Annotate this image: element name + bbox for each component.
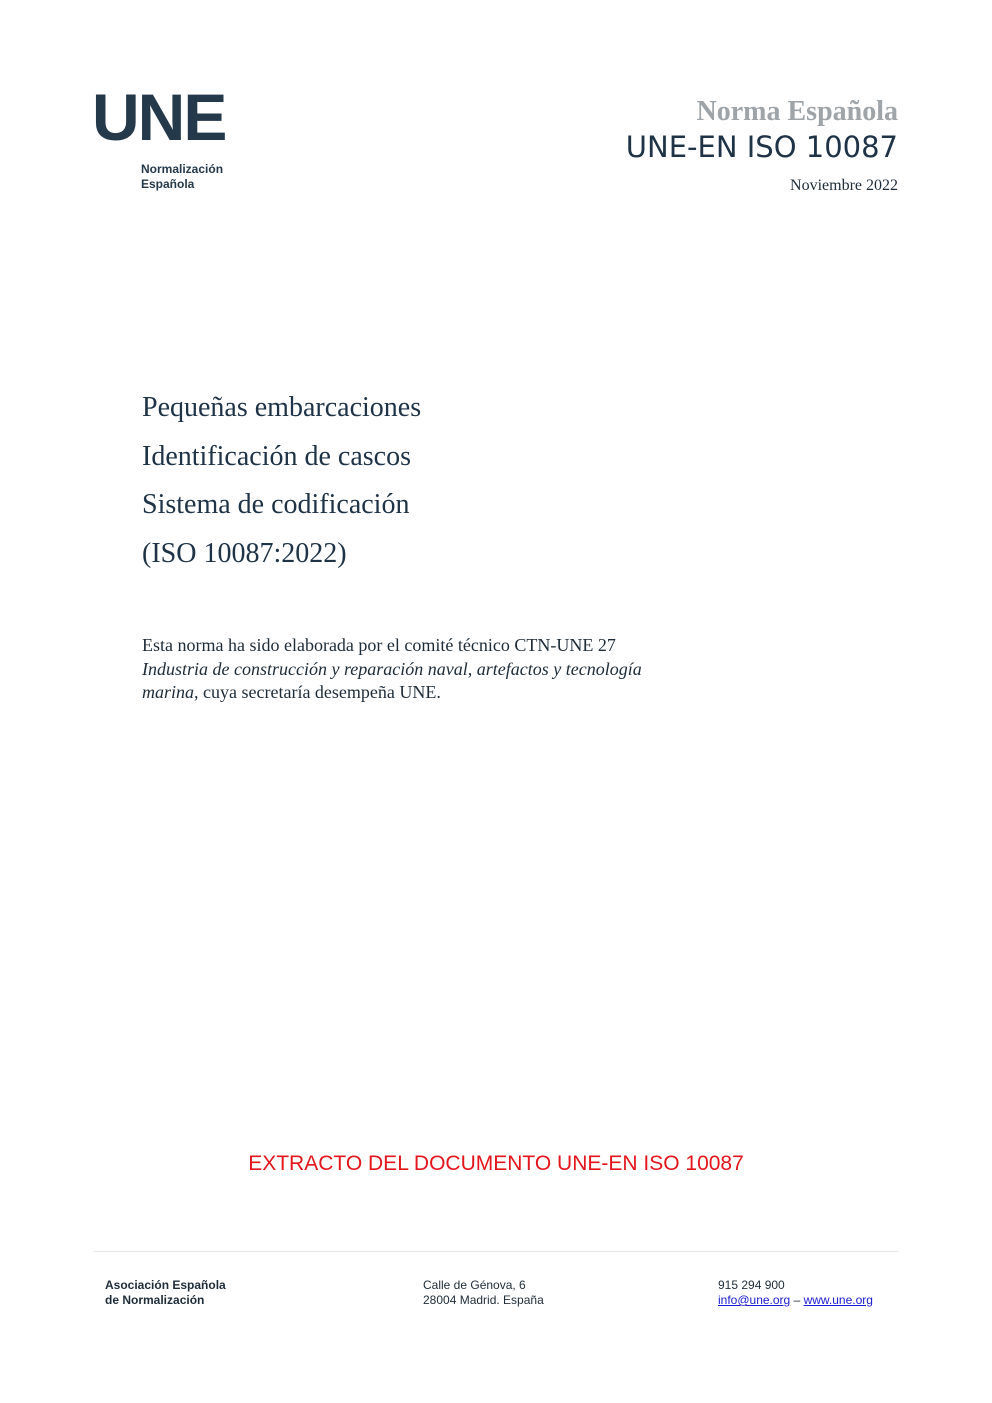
title-line: Identificación de cascos <box>142 440 411 472</box>
footer-org-line1: Asociación Española <box>105 1278 226 1292</box>
footer-organization <box>105 1278 226 1308</box>
logo-subtitle-line2: Española <box>141 177 195 191</box>
committee-intro: Esta norma ha sido elaborada por el comité técnico CTN-UNE 27 <box>142 635 616 655</box>
standard-kicker: Norma Española <box>696 96 898 127</box>
footer-links <box>718 1293 873 1308</box>
logo-subtitle <box>141 162 223 192</box>
committee-name: Industria de construcción y reparación naval, artefactos y tecnología marina <box>142 658 642 702</box>
footer-address <box>423 1278 544 1308</box>
une-logo <box>92 80 252 198</box>
standard-code: UNE-EN ISO 10087 <box>625 130 898 164</box>
committee-paragraph <box>142 634 652 705</box>
committee-outro: , cuya secretaría desempeña UNE. <box>194 682 441 702</box>
footer-contact <box>718 1278 873 1308</box>
title-line: (ISO 10087:2022) <box>142 537 347 569</box>
title-line: Sistema de codificación <box>142 489 410 520</box>
publication-date: Noviembre 2022 <box>790 177 898 194</box>
extract-notice: EXTRACTO DEL DOCUMENTO UNE-EN ISO 10087 <box>248 1152 744 1175</box>
footer-link-separator: – <box>790 1293 804 1307</box>
title-line: Pequeñas embarcaciones <box>142 392 422 423</box>
website-link[interactable]: www.une.org <box>803 1293 873 1307</box>
footer-org-line2: de Normalización <box>105 1293 205 1307</box>
footer-phone: 915 294 900 <box>718 1278 785 1292</box>
logo-wordmark: UNE <box>92 80 226 154</box>
logo-subtitle-line1: Normalización <box>141 162 224 176</box>
footer-address-line1: Calle de Génova, 6 <box>423 1278 526 1292</box>
footer-address-line2: 28004 Madrid. España <box>423 1293 544 1307</box>
email-link[interactable]: info@une.org <box>718 1293 791 1307</box>
document-title <box>142 384 742 578</box>
footer-divider <box>94 1251 898 1252</box>
